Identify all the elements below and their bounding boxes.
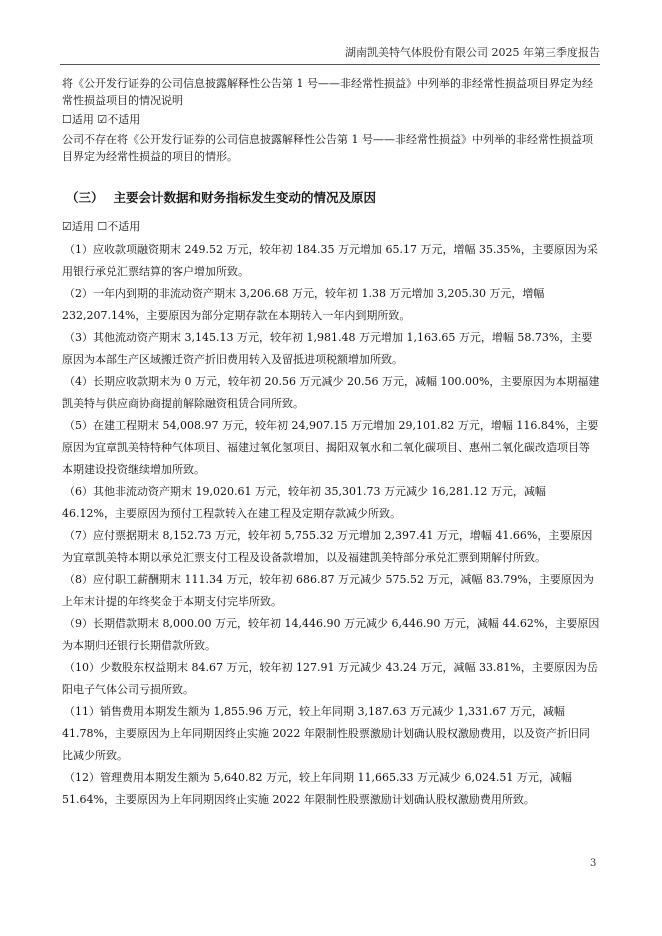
change-item-10: （10）少数股东权益期末 84.67 万元，较年初 127.91 万元减少 43.24 万元，减幅 33.81%，主要原因为岳阳电子气体公司亏损所致。 bbox=[62, 660, 598, 696]
section-checkbox-status: ☑适用 ☐不适用 bbox=[62, 219, 141, 233]
change-item-12: （12）管理费用本期发生额为 5,640.82 万元，较上年同期 11,665.33 万元减少 6,024.51 万元，减幅 51.64%，主要原因为上年同期因终止实施 2022 年限制性股票激励计划确认股权激励费用所致。 bbox=[62, 770, 572, 806]
change-item-3: （3）其他流动资产期末 3,145.13 万元，较年初 1,981.48 万元增加 1,163.65 万元，增幅 58.73%，主要原因为本部生产区域搬迁资产折旧费用转入及留抵进项税额增加所致。 bbox=[62, 330, 593, 366]
section-title: 主要会计数据和财务指标发生变动的情况及原因 bbox=[113, 190, 377, 206]
section-heading bbox=[62, 189, 600, 208]
page-header: 湖南凯美特气体股份有限公司 2025 年第三季度报告 bbox=[345, 46, 600, 59]
page-number: 3 bbox=[590, 858, 597, 869]
change-item-9: （9）长期借款期末 8,000.00 万元，较年初 14,446.90 万元减少 6,446.90 万元，减幅 44.62%，主要原因为本期归还银行长期借款所致。 bbox=[62, 616, 600, 652]
change-item-5: （5）在建工程期末 54,008.97 万元，较年初 24,907.15 万元增加 29,101.82 万元，增幅 116.84%，主要原因为宜章凯美特特种气体项目、福建过氧化氢项目、揭阳双氧水和二氧化碳项目、惠州二氧化碳改造项目等本期建设投资继续增加所致。 bbox=[62, 418, 599, 476]
header-divider bbox=[60, 64, 600, 65]
section-number: （三） bbox=[66, 190, 104, 206]
change-item-11: （11）销售费用本期发生额为 1,855.96 万元，较上年同期 3,187.63 万元减少 1,331.67 万元，减幅 41.78%，主要原因为上年同期因终止实施 2022 年限制性股票激励计划确认股权激励费用，以及资产折旧同比减少所致。 bbox=[62, 704, 590, 762]
change-item-4: （4）长期应收款期末为 0 万元，较年初 20.56 万元减少 20.56 万元，减幅 100.00%，主要原因为本期福建凯美特与供应商协商提前解除融资租赁合同所致。 bbox=[62, 374, 600, 410]
change-item-1: （1）应收款项融资期末 249.52 万元，较年初 184.35 万元增加 65.17 万元，增幅 35.35%，主要原因为采用银行承兑汇票结算的客户增加所致。 bbox=[62, 242, 598, 278]
change-items-list bbox=[62, 239, 600, 811]
intro-statement: 公司不存在将《公开发行证券的公司信息披露解释性公告第 1 号——非经常性损益》中列举的非经常性损益项目界定为经常性损益的项目的情形。 bbox=[62, 133, 593, 164]
change-item-6: （6）其他非流动资产期末 19,020.61 万元，较年初 35,301.73 万元减少 16,281.12 万元，减幅 46.12%，主要原因为预付工程款转入在建工程及定期存款减少所致。 bbox=[62, 484, 546, 520]
intro-paragraph: 将《公开发行证券的公司信息披露解释性公告第 1 号——非经常性损益》中列举的非经常性损益项目界定为经常性损益项目的情况说明 bbox=[62, 77, 593, 107]
document-body bbox=[62, 76, 600, 811]
change-item-2: （2）一年内到期的非流动资产期末 3,206.68 万元，较年初 1.38 万元增加 3,205.30 万元，增幅 232,207.14%，主要原因为部分定期存款在本期转入一年内到期所致。 bbox=[62, 286, 545, 322]
change-item-7: （7）应付票据期末 8,152.73 万元，较年初 5,755.32 万元增加 2,397.41 万元，增幅 41.66%，主要原因为宜章凯美特本期以承兑汇票支付工程及设备款增加，以及福建凯美特部分承兑汇票到期解付所致。 bbox=[62, 528, 593, 564]
change-item-8: （8）应付职工薪酬期末 111.34 万元，较年初 686.87 万元减少 575.52 万元，减幅 83.79%，主要原因为上年末计提的年终奖金于本期支付完毕所致。 bbox=[62, 572, 594, 608]
intro-checkbox-status: ☐适用 ☑不适用 bbox=[62, 113, 141, 126]
